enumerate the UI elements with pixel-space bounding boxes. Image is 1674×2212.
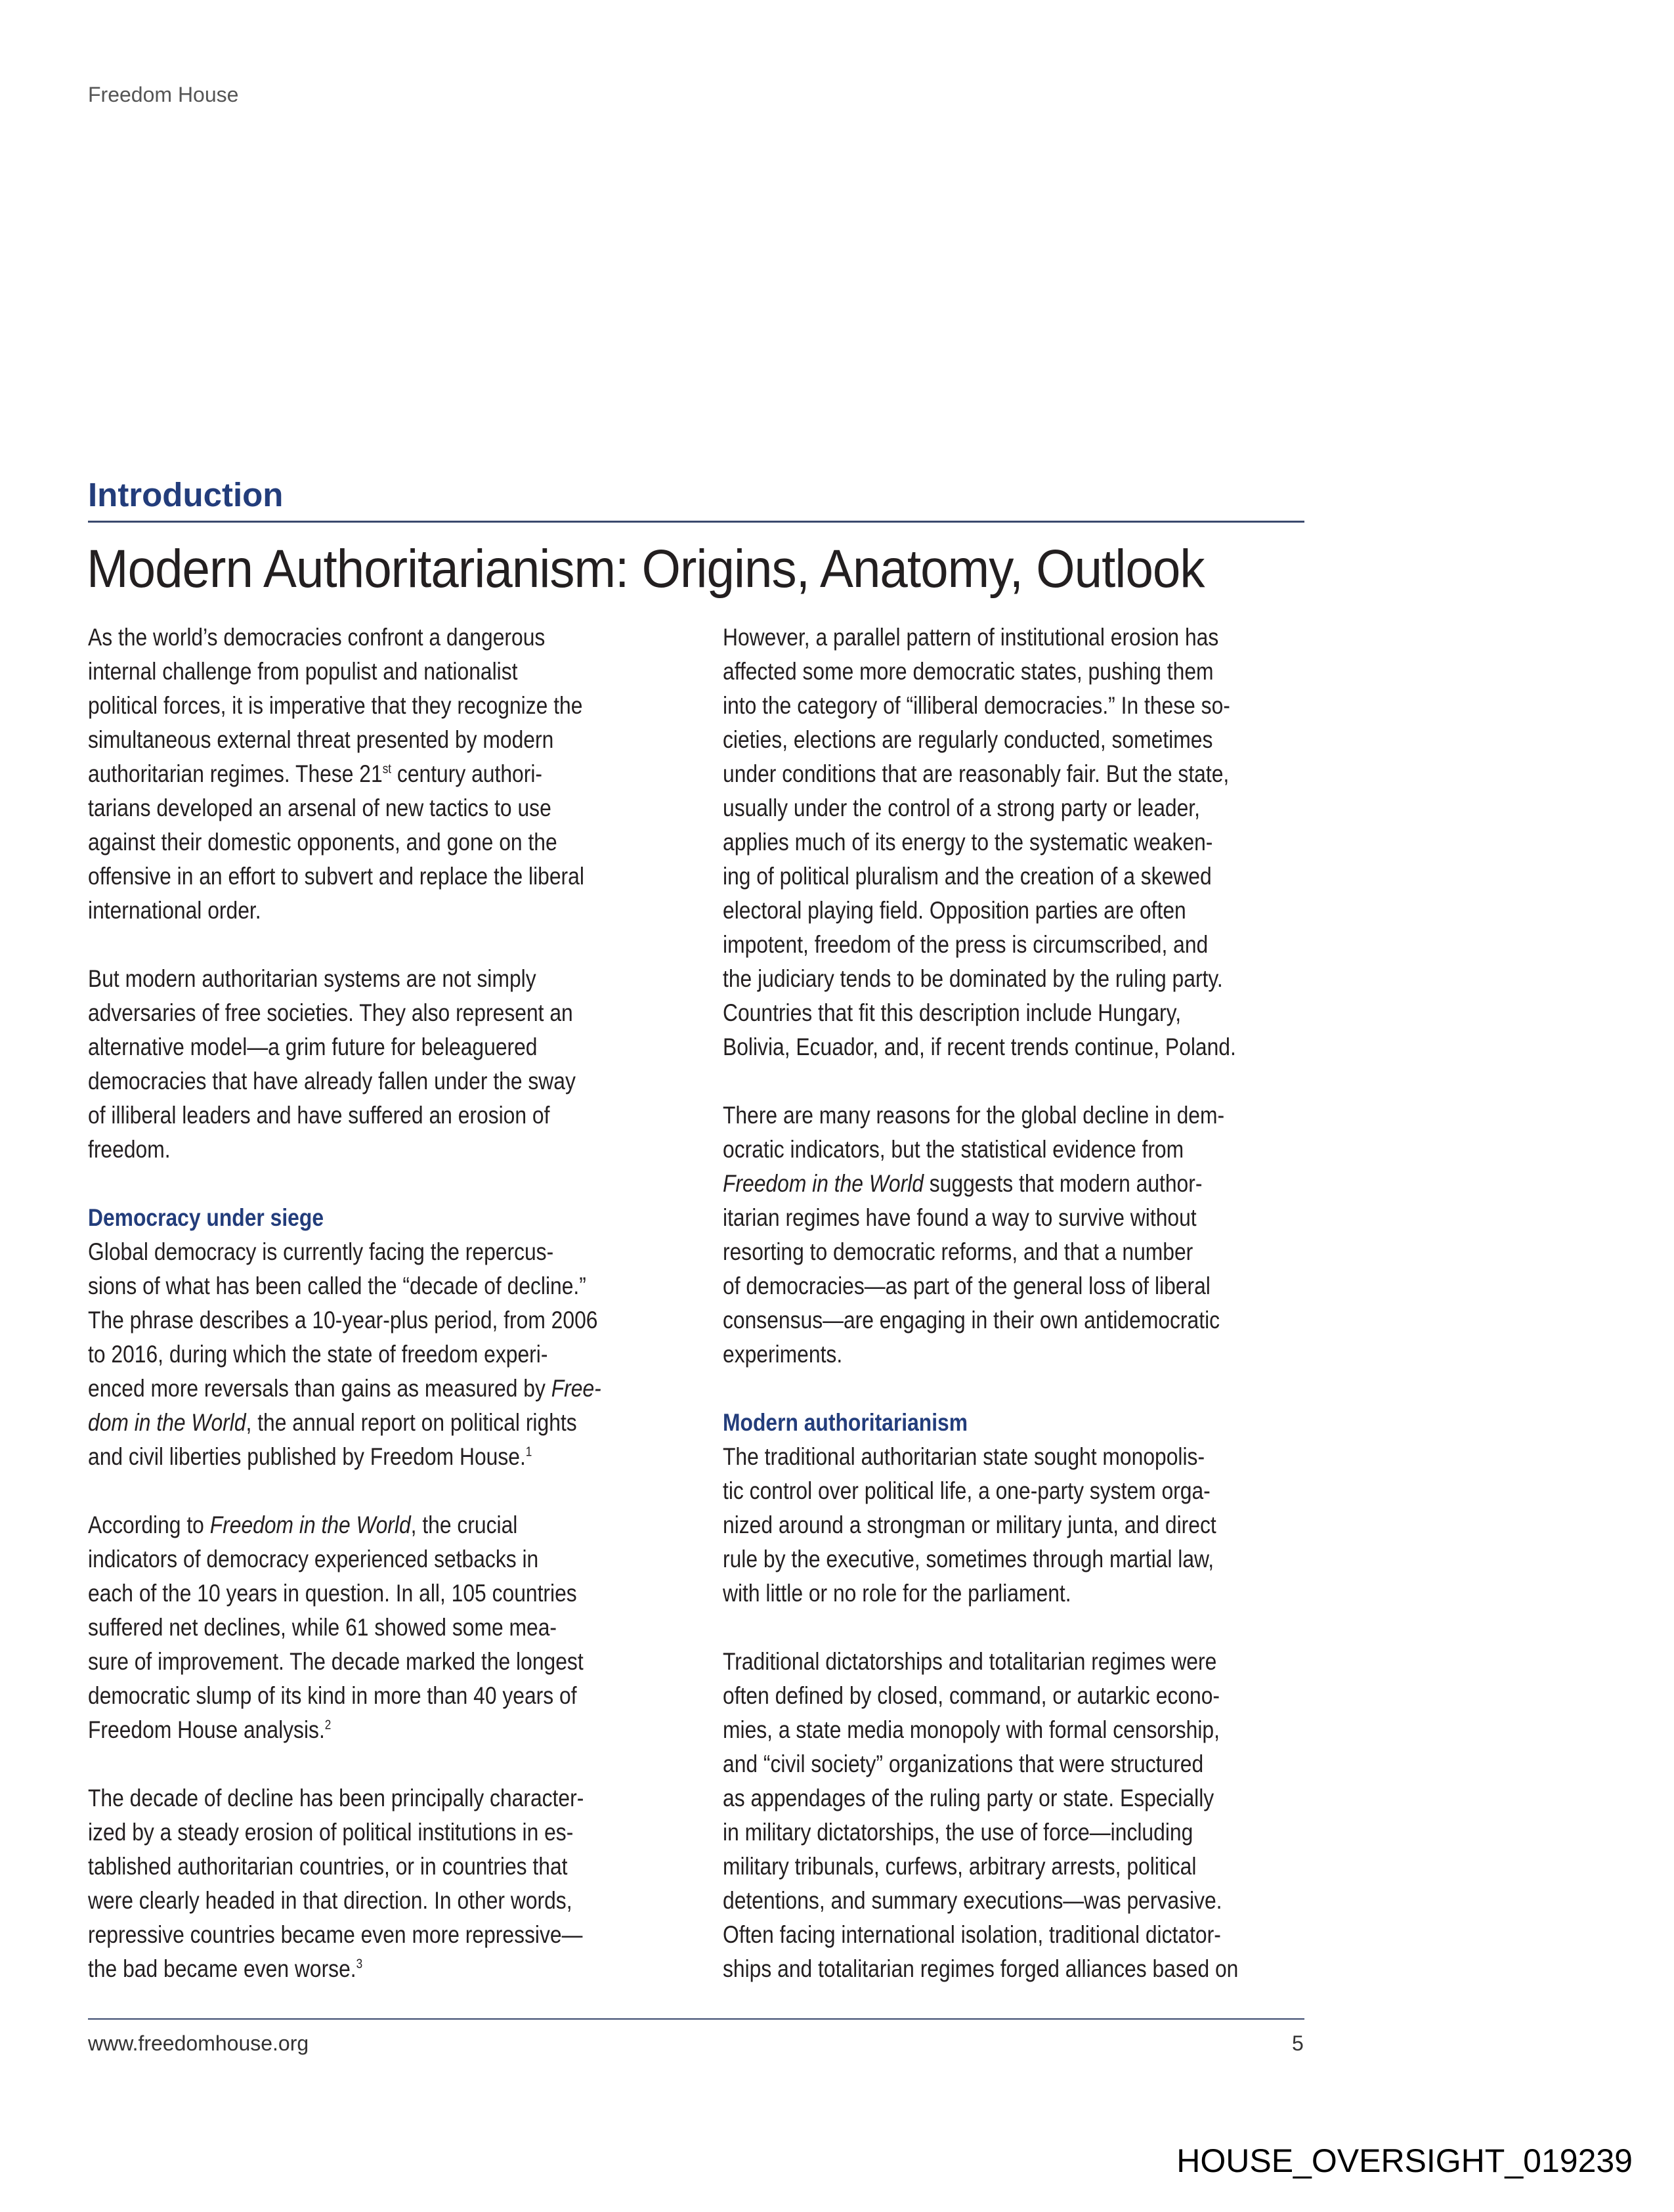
body-text-line bbox=[88, 1713, 670, 1747]
body-text-line: The decade of decline has been principally character- bbox=[88, 1785, 584, 1811]
footnote-marker: st bbox=[382, 762, 392, 777]
left-column bbox=[88, 620, 670, 1986]
paragraph-gap bbox=[88, 1167, 670, 1201]
body-text-line: cieties, elections are regularly conducted, sometimes bbox=[723, 726, 1213, 753]
body-text-line bbox=[88, 1372, 670, 1406]
text-run: , the crucial bbox=[410, 1511, 518, 1538]
body-text-line: simultaneous external threat presented by modern bbox=[88, 726, 554, 753]
body-text-line: itarian regimes have found a way to survive without bbox=[723, 1204, 1197, 1231]
body-text-line: tarians developed an arsenal of new tactics to use bbox=[88, 794, 551, 821]
body-text-line: with little or no role for the parliament. bbox=[723, 1580, 1071, 1607]
footnote-marker: 1 bbox=[525, 1444, 532, 1460]
paragraph-gap bbox=[723, 1372, 1304, 1406]
body-text-line: sions of what has been called the “decade of decline.” bbox=[88, 1272, 586, 1299]
body-text-line: mies, a state media monopoly with formal censorship, bbox=[723, 1716, 1220, 1743]
body-text-line: of illiberal leaders and have suffered an erosion of bbox=[88, 1102, 550, 1129]
body-text-line: But modern authoritarian systems are not simply bbox=[88, 965, 536, 992]
body-text-line: adversaries of free societies. They also represent an bbox=[88, 999, 573, 1026]
body-text-line: political forces, it is imperative that they recognize the bbox=[88, 692, 583, 719]
body-text-line: offensive in an effort to subvert and replace the liberal bbox=[88, 863, 584, 890]
body-text-line: The phrase describes a 10-year-plus period, from 2006 bbox=[88, 1307, 598, 1334]
body-text-line: As the world’s democracies confront a dangerous bbox=[88, 624, 546, 651]
body-text-line bbox=[88, 1440, 670, 1474]
text-run: and civil liberties published by Freedom House. bbox=[88, 1443, 526, 1470]
text-run: Freedom House analysis. bbox=[88, 1716, 325, 1743]
body-text-line bbox=[88, 1406, 670, 1440]
body-text-line: rule by the executive, sometimes through martial law, bbox=[723, 1546, 1214, 1572]
text-run: suggests that modern author- bbox=[923, 1170, 1203, 1197]
body-text-line: of democracies—as part of the general loss of liberal bbox=[723, 1272, 1211, 1299]
paragraph-gap bbox=[88, 1747, 670, 1781]
body-text-line: The traditional authoritarian state sought monopolis- bbox=[723, 1443, 1205, 1470]
body-text-line: impotent, freedom of the press is circumscribed, and bbox=[723, 931, 1209, 958]
body-text-line: Bolivia, Ecuador, and, if recent trends continue, Poland. bbox=[723, 1033, 1236, 1060]
body-text-line: nized around a strongman or military junta, and direct bbox=[723, 1511, 1216, 1538]
italic-title: Freedom in the World bbox=[723, 1170, 924, 1197]
right-column bbox=[723, 620, 1304, 1986]
italic-title: Freedom in the World bbox=[209, 1511, 411, 1538]
body-text-line: under conditions that are reasonably fair. But the state, bbox=[723, 760, 1230, 787]
body-text-line: However, a parallel pattern of institutional erosion has bbox=[723, 624, 1219, 651]
body-text-line: tic control over political life, a one-party system orga- bbox=[723, 1477, 1211, 1504]
text-run: the bad became even worse. bbox=[88, 1955, 356, 1982]
body-text-line: often defined by closed, command, or autarkic econo- bbox=[723, 1682, 1220, 1709]
italic-title: Free- bbox=[551, 1375, 601, 1402]
italic-title: dom in the World bbox=[88, 1409, 246, 1436]
body-text-line: resorting to democratic reforms, and that a number bbox=[723, 1238, 1193, 1265]
body-text-line: military tribunals, curfews, arbitrary arrests, political bbox=[723, 1853, 1197, 1880]
section-label: Introduction bbox=[88, 476, 284, 513]
body-text-line: Countries that fit this description include Hungary, bbox=[723, 999, 1182, 1026]
text-run: According to bbox=[88, 1511, 210, 1538]
body-text-line bbox=[88, 1508, 670, 1542]
body-text-line: into the category of “illiberal democracies.” In these so- bbox=[723, 692, 1230, 719]
footnote-marker: 2 bbox=[324, 1718, 332, 1733]
body-text-line: in military dictatorships, the use of force—including bbox=[723, 1819, 1193, 1846]
body-text-line: as appendages of the ruling party or state. Especially bbox=[723, 1785, 1214, 1811]
body-text-line: and “civil society” organizations that were structured bbox=[723, 1750, 1204, 1777]
footer-divider bbox=[88, 2018, 1304, 2020]
body-text-line: consensus—are engaging in their own antidemocratic bbox=[723, 1307, 1220, 1334]
paragraph-gap bbox=[88, 928, 670, 962]
body-text-line: applies much of its energy to the systematic weaken- bbox=[723, 829, 1213, 856]
subsection-heading: Modern authoritarianism bbox=[723, 1409, 968, 1436]
text-run: authoritarian regimes. These 21 bbox=[88, 760, 383, 787]
text-run: century authori- bbox=[391, 760, 543, 787]
running-head: Freedom House bbox=[88, 83, 239, 106]
body-text-line bbox=[723, 1167, 1304, 1201]
body-text-line: tablished authoritarian countries, or in countries that bbox=[88, 1853, 568, 1880]
text-run: enced more reversals than gains as measured by bbox=[88, 1375, 551, 1402]
body-text-line: detentions, and summary executions—was pervasive. bbox=[723, 1887, 1222, 1914]
text-run: , the annual report on political rights bbox=[246, 1409, 577, 1436]
body-text-line bbox=[88, 757, 670, 791]
body-text-line: affected some more democratic states, pushing them bbox=[723, 658, 1214, 685]
subsection-heading: Democracy under siege bbox=[88, 1204, 324, 1231]
body-text-line: sure of improvement. The decade marked the longest bbox=[88, 1648, 584, 1675]
body-text-line: suffered net declines, while 61 showed some mea- bbox=[88, 1614, 557, 1641]
body-text-line: to 2016, during which the state of freedom experi- bbox=[88, 1341, 548, 1368]
body-text-line: Global democracy is currently facing the repercus- bbox=[88, 1238, 554, 1265]
body-text-line: against their domestic opponents, and gone on the bbox=[88, 829, 557, 856]
body-text-line: usually under the control of a strong party or leader, bbox=[723, 794, 1200, 821]
body-text-line: ized by a steady erosion of political institutions in es- bbox=[88, 1819, 574, 1846]
paragraph-gap bbox=[723, 1611, 1304, 1645]
body-text-line: the judiciary tends to be dominated by the ruling party. bbox=[723, 965, 1223, 992]
body-text-line: internal challenge from populist and nationalist bbox=[88, 658, 518, 685]
body-text-line: ocratic indicators, but the statistical evidence from bbox=[723, 1136, 1184, 1163]
body-text-line: democratic slump of its kind in more than 40 years of bbox=[88, 1682, 577, 1709]
body-text-line: freedom. bbox=[88, 1136, 171, 1163]
body-text-line: electoral playing field. Opposition parties are often bbox=[723, 897, 1186, 924]
footer-url[interactable]: www.freedomhouse.org bbox=[88, 2031, 309, 2055]
body-text-line: There are many reasons for the global decline in dem- bbox=[723, 1102, 1225, 1129]
body-text-line: alternative model—a grim future for beleaguered bbox=[88, 1033, 538, 1060]
body-text-line: ing of political pluralism and the creation of a skewed bbox=[723, 863, 1212, 890]
body-text-line: Often facing international isolation, traditional dictator- bbox=[723, 1921, 1221, 1948]
paragraph-gap bbox=[723, 1064, 1304, 1098]
body-text-line bbox=[88, 1952, 670, 1986]
title-divider bbox=[88, 521, 1304, 523]
paragraph-gap bbox=[88, 1474, 670, 1508]
footnote-marker: 3 bbox=[356, 1957, 363, 1972]
body-text-line: were clearly headed in that direction. In other words, bbox=[88, 1887, 572, 1914]
body-text-line: experiments. bbox=[723, 1341, 843, 1368]
body-text-line: Traditional dictatorships and totalitarian regimes were bbox=[723, 1648, 1217, 1675]
body-text-line: each of the 10 years in question. In all, 105 countries bbox=[88, 1580, 577, 1607]
body-text-line: repressive countries became even more repressive— bbox=[88, 1921, 583, 1948]
body-text-line: democracies that have already fallen under the sway bbox=[88, 1068, 576, 1095]
body-text-line: ships and totalitarian regimes forged alliances based on bbox=[723, 1955, 1239, 1982]
body-text-line: international order. bbox=[88, 897, 261, 924]
body-text-line: indicators of democracy experienced setbacks in bbox=[88, 1546, 539, 1572]
page-title: Modern Authoritarianism: Origins, Anatomy, Outlook bbox=[87, 539, 1205, 599]
page-number: 5 bbox=[1292, 2031, 1304, 2055]
bates-number: HOUSE_OVERSIGHT_019239 bbox=[1176, 2142, 1633, 2179]
